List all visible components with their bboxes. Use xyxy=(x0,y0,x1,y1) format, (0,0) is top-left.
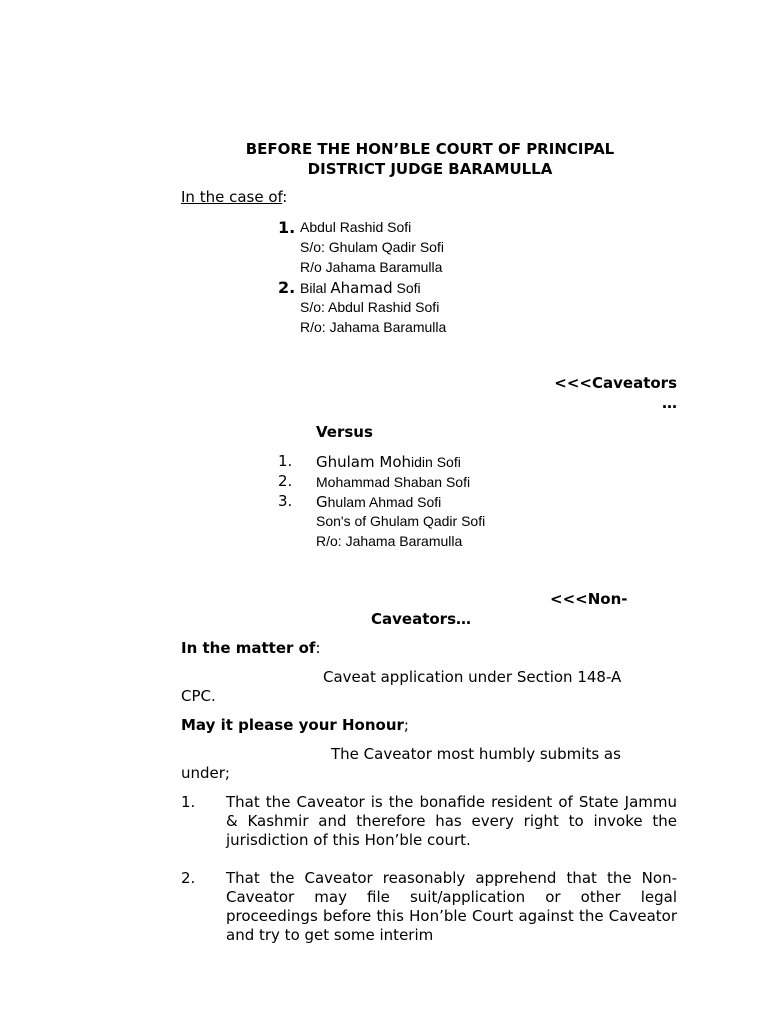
please-label xyxy=(181,716,409,734)
caveator-2-number: 2. xyxy=(278,278,296,297)
caveator-2-name-part1: Bilal xyxy=(300,280,331,296)
please-label-text: May it please your Honour xyxy=(181,716,404,734)
non-caveator-2-name-b: Mohammad Shaban Sofi xyxy=(316,474,471,490)
caveator-1-residence: R/o Jahama Baramulla xyxy=(300,259,443,275)
caveator-1-parent: S/o: Ghulam Qadir Sofi xyxy=(300,239,444,255)
caveator-2-name xyxy=(300,279,421,297)
court-heading-line-2: DISTRICT JUDGE BARAMULLA xyxy=(307,160,553,178)
court-heading-line-1: BEFORE THE HON’BLE COURT OF PRINCIPAL xyxy=(245,140,615,158)
paragraph-1-text: That the Caveator is the bonafide resident of State Jammu & Kashmir and therefore has every right to invoke the jurisdiction of this Hon’ble court. xyxy=(226,793,677,849)
caveator-2-name-part2: Ahamad xyxy=(330,279,393,297)
matter-line-2: CPC. xyxy=(181,687,216,705)
matter-line-1: Caveat application under Section 148-A xyxy=(323,668,622,686)
caveator-1-name-text: Abdul Rashid Sofi xyxy=(300,219,412,235)
please-label-semicolon: ; xyxy=(403,716,409,734)
non-caveator-3-name-a: G xyxy=(316,493,328,511)
non-caveator-1-name-b: idin Sofi xyxy=(411,454,461,470)
non-caveator-1-name xyxy=(316,452,461,471)
case-of-label xyxy=(181,188,287,206)
caveator-1-name xyxy=(300,219,411,235)
non-caveator-1-number: 1. xyxy=(278,452,293,470)
matter-label-colon: : xyxy=(315,639,321,657)
paragraph-2-text: That the Caveator reasonably apprehend that the Non-Caveator may file suit/application or other legal proceedings before this Hon’ble Court against the Caveator and try to get some interim xyxy=(226,869,677,944)
non-caveator-1-name-a: Ghulam Moh xyxy=(316,453,412,471)
non-caveator-3-name xyxy=(316,492,441,511)
non-caveator-2-name xyxy=(316,472,470,491)
matter-label xyxy=(181,639,321,657)
submits-line-1: The Caveator most humbly submits as xyxy=(331,745,621,763)
caveators-label: <<<Caveators xyxy=(554,374,677,392)
non-caveators-parent: Son's of Ghulam Qadir Sofi xyxy=(316,513,486,529)
matter-label-text: In the matter of xyxy=(181,639,316,657)
submits-line-2: under; xyxy=(181,764,230,782)
non-caveator-3-number: 3. xyxy=(278,492,293,510)
versus-label: Versus xyxy=(316,423,373,441)
paragraph-2-number: 2. xyxy=(181,869,196,887)
caveator-2-residence: R/o: Jahama Baramulla xyxy=(300,319,447,335)
case-of-text: In the case of xyxy=(181,188,283,206)
case-of-colon: : xyxy=(282,188,288,206)
paragraph-1-number: 1. xyxy=(181,793,196,811)
caveator-2-parent: S/o: Abdul Rashid Sofi xyxy=(300,299,440,315)
non-caveator-2-number: 2. xyxy=(278,472,293,490)
caveators-label-ellipsis: … xyxy=(662,394,677,412)
non-caveators-label: <<<Non- xyxy=(550,590,628,608)
non-caveator-3-name-b: hulam Ahmad Sofi xyxy=(327,494,442,510)
non-caveators-label-line-2: Caveators… xyxy=(371,610,472,628)
caveator-1-number: 1. xyxy=(278,218,296,237)
caveator-2-name-part3: Sofi xyxy=(392,280,421,296)
non-caveators-residence: R/o: Jahama Baramulla xyxy=(316,533,463,549)
